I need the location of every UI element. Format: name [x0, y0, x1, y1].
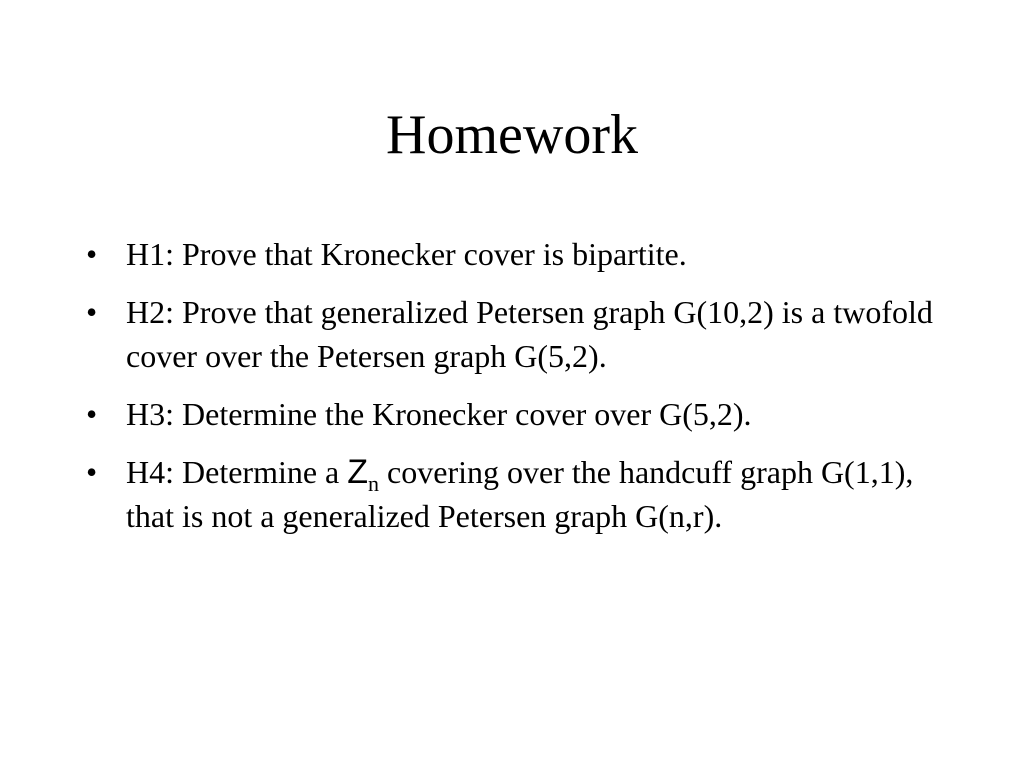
list-item-h3 — [86, 392, 946, 436]
bullet-icon: • — [86, 236, 98, 272]
homework-list — [86, 232, 946, 552]
list-item-h4 — [86, 450, 946, 538]
list-item-suffix: covering over the handcuff graph G(1,1), that is not a generalized Petersen graph G(n,r). — [126, 454, 914, 534]
list-item-text: H1: Prove that Kronecker cover is bipartite. — [126, 236, 687, 272]
list-item-h1 — [86, 232, 946, 276]
list-item-text: H3: Determine the Kronecker cover over G(5,2). — [126, 396, 752, 432]
list-item-prefix: H4: Determine a — [126, 454, 348, 490]
list-item-h2 — [86, 290, 946, 378]
bullet-icon: • — [86, 396, 98, 432]
zn-symbol: Z — [347, 453, 369, 491]
bullet-icon: • — [86, 454, 98, 490]
bullet-icon: • — [86, 294, 98, 330]
slide-title: Homework — [386, 104, 638, 166]
zn-subscript: n — [368, 471, 380, 496]
list-item-text: H2: Prove that generalized Petersen graph G(10,2) is a twofold cover over the Petersen graph G(5,2). — [126, 294, 933, 374]
